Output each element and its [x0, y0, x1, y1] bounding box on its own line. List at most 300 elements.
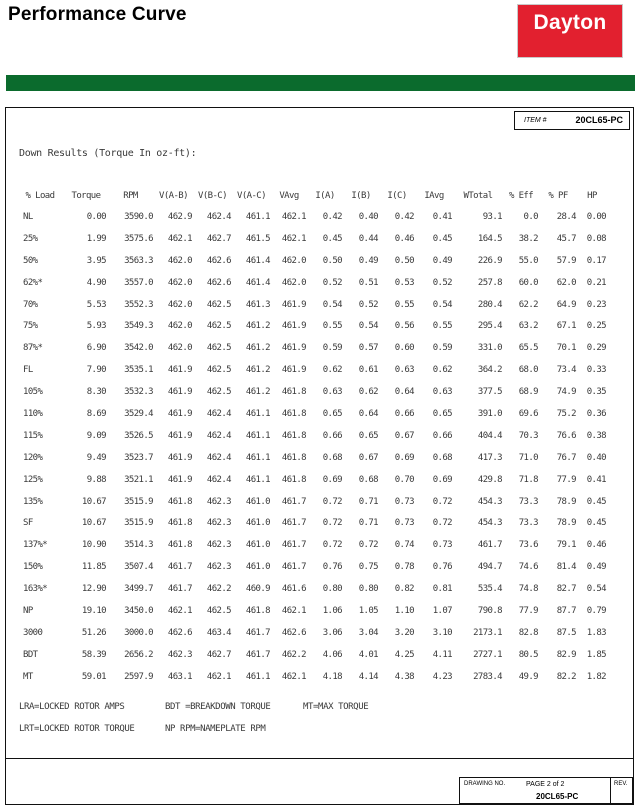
table-cell: 2783.4	[473, 671, 502, 682]
table-cell: 462.3	[206, 540, 231, 551]
load-cell: 105%	[23, 387, 43, 398]
table-cell: 461.9	[167, 474, 192, 485]
table-cell: 0.53	[394, 277, 414, 288]
table-cell: 0.60	[394, 343, 414, 354]
table-cell: 462.6	[206, 255, 231, 266]
table-cell: 429.8	[477, 474, 502, 485]
table-cell: 461.1	[245, 452, 270, 463]
table-cell: 404.4	[477, 430, 502, 441]
table-cell: 4.06	[322, 649, 342, 660]
table-cell: 3526.5	[124, 430, 153, 441]
table-cell: 0.54	[358, 321, 378, 332]
table-cell: 461.0	[245, 518, 270, 529]
table-cell: 461.9	[167, 408, 192, 419]
table-cell: 3.95	[86, 255, 106, 266]
item-value: 20CL65-PC	[575, 115, 623, 125]
table-cell: 461.9	[167, 430, 192, 441]
footer-divider	[6, 758, 633, 759]
table-cell: 9.49	[86, 452, 106, 463]
table-cell: 28.4	[556, 211, 576, 222]
table-cell: 0.54	[586, 584, 606, 595]
table-cell: 1.06	[322, 605, 342, 616]
table-row	[15, 381, 607, 403]
table-cell: 462.2	[206, 584, 231, 595]
table-cell: 0.72	[322, 496, 342, 507]
table-cell: 0.21	[586, 277, 606, 288]
load-cell: NP	[23, 605, 33, 616]
table-cell: 78.9	[556, 518, 576, 529]
table-cell: 0.29	[586, 343, 606, 354]
table-cell: 462.6	[167, 627, 192, 638]
table-cell: 295.4	[477, 321, 502, 332]
table-cell: 462.5	[206, 343, 231, 354]
table-cell: 462.0	[281, 277, 306, 288]
table-cell: 5.93	[86, 321, 106, 332]
load-cell: 62%*	[23, 277, 43, 288]
table-cell: 10.67	[81, 518, 106, 529]
table-cell: 461.8	[281, 408, 306, 419]
table-cell: 4.38	[394, 671, 414, 682]
table-cell: 0.54	[322, 299, 342, 310]
table-cell: 462.0	[167, 255, 192, 266]
table-cell: 10.67	[81, 496, 106, 507]
table-cell: 461.8	[167, 540, 192, 551]
table-cell: 0.72	[322, 518, 342, 529]
load-cell: 120%	[23, 452, 43, 463]
table-cell: 57.9	[556, 255, 576, 266]
table-cell: 81.4	[556, 562, 576, 573]
table-cell: 2173.1	[473, 627, 502, 638]
table-cell: 80.5	[518, 649, 538, 660]
table-cell: 69.6	[518, 408, 538, 419]
table-cell: 74.6	[518, 562, 538, 573]
table-cell: 461.0	[245, 496, 270, 507]
table-cell: 74.8	[518, 584, 538, 595]
table-cell: 71.8	[518, 474, 538, 485]
table-cell: 55.0	[518, 255, 538, 266]
table-cell: 0.63	[394, 365, 414, 376]
table-cell: 0.66	[322, 430, 342, 441]
table-cell: 0.78	[394, 562, 414, 573]
table-cell: 3552.3	[124, 299, 153, 310]
table-cell: 0.38	[586, 430, 606, 441]
table-cell: 70.1	[556, 343, 576, 354]
table-cell: 10.90	[81, 540, 106, 551]
table-cell: 226.9	[477, 255, 502, 266]
legend	[15, 698, 575, 738]
legend-lra: LRA=LOCKED ROTOR AMPS	[19, 702, 125, 712]
load-cell: BDT	[23, 649, 38, 660]
table-cell: 12.90	[81, 584, 106, 595]
table-cell: 3515.9	[124, 496, 153, 507]
table-cell: 0.74	[394, 540, 414, 551]
table-cell: 461.0	[245, 562, 270, 573]
table-cell: 2656.2	[124, 649, 153, 660]
table-cell: 3.20	[394, 627, 414, 638]
table-cell: 461.2	[245, 365, 270, 376]
table-cell: 460.9	[245, 584, 270, 595]
table-cell: 0.72	[322, 540, 342, 551]
table-cell: 0.62	[322, 365, 342, 376]
table-cell: 462.4	[206, 408, 231, 419]
table-cell: 462.3	[206, 496, 231, 507]
table-cell: 462.6	[281, 627, 306, 638]
table-cell: 461.8	[245, 605, 270, 616]
table-cell: 462.1	[167, 605, 192, 616]
legend-lrt: LRT=LOCKED ROTOR TORQUE	[19, 724, 135, 734]
table-row	[15, 294, 607, 316]
table-cell: 462.4	[206, 430, 231, 441]
table-cell: 38.2	[518, 233, 538, 244]
table-cell: 461.7	[281, 540, 306, 551]
table-cell: 461.8	[281, 387, 306, 398]
table-cell: 0.46	[586, 540, 606, 551]
table-cell: 76.7	[556, 452, 576, 463]
table-cell: 461.8	[167, 496, 192, 507]
load-cell: 110%	[23, 408, 43, 419]
table-cell: 0.42	[322, 211, 342, 222]
table-cell: 9.09	[86, 430, 106, 441]
table-cell: 461.2	[245, 321, 270, 332]
table-cell: 0.82	[394, 584, 414, 595]
table-cell: 377.5	[477, 387, 502, 398]
table-cell: 0.54	[432, 299, 452, 310]
table-cell: 461.9	[167, 452, 192, 463]
table-cell: 462.3	[167, 649, 192, 660]
table-cell: 1.10	[394, 605, 414, 616]
table-cell: 462.1	[206, 671, 231, 682]
table-cell: 0.72	[432, 496, 452, 507]
table-cell: 0.49	[586, 562, 606, 573]
table-cell: 6.90	[86, 343, 106, 354]
table-cell: 0.63	[322, 387, 342, 398]
table-cell: 461.9	[281, 299, 306, 310]
table-cell: 0.72	[358, 540, 378, 551]
table-cell: 461.7	[245, 649, 270, 660]
column-header: % PF	[548, 191, 568, 201]
table-row	[15, 250, 607, 272]
table-row	[15, 403, 607, 425]
table-cell: 461.7	[167, 584, 192, 595]
table-cell: 0.71	[358, 518, 378, 529]
table-cell: 462.4	[206, 452, 231, 463]
table-cell: 0.69	[432, 474, 452, 485]
table-cell: 3507.4	[124, 562, 153, 573]
table-cell: 0.55	[322, 321, 342, 332]
table-cell: 3.06	[322, 627, 342, 638]
table-cell: 3514.3	[124, 540, 153, 551]
table-cell: 60.0	[518, 277, 538, 288]
table-cell: 0.63	[432, 387, 452, 398]
table-cell: 73.3	[518, 518, 538, 529]
table-cell: 461.4	[245, 277, 270, 288]
table-cell: 0.49	[358, 255, 378, 266]
load-cell: 25%	[23, 233, 38, 244]
table-cell: 0.73	[432, 540, 452, 551]
table-cell: 461.1	[245, 474, 270, 485]
table-cell: 65.5	[518, 343, 538, 354]
table-cell: 462.1	[281, 233, 306, 244]
table-cell: 461.1	[245, 408, 270, 419]
table-cell: 462.6	[206, 277, 231, 288]
table-cell: 77.9	[556, 474, 576, 485]
table-cell: 0.71	[358, 496, 378, 507]
table-cell: 75.2	[556, 408, 576, 419]
table-row	[15, 578, 607, 600]
table-cell: 62.2	[518, 299, 538, 310]
drawing-number-box	[459, 777, 611, 804]
table-cell: 463.1	[167, 671, 192, 682]
column-header: % Eff	[508, 191, 534, 201]
table-cell: 4.23	[432, 671, 452, 682]
table-cell: 391.0	[477, 408, 502, 419]
column-header: V(A-B)	[159, 191, 188, 201]
table-cell: 4.18	[322, 671, 342, 682]
table-row	[15, 272, 607, 294]
table-cell: 3521.1	[124, 474, 153, 485]
table-cell: 462.0	[167, 277, 192, 288]
dayton-logo	[517, 4, 623, 58]
load-cell: FL	[23, 365, 33, 376]
performance-table	[15, 186, 607, 688]
table-cell: 3000.0	[124, 627, 153, 638]
table-cell: 461.7	[245, 627, 270, 638]
table-cell: 4.14	[358, 671, 378, 682]
table-cell: 3542.0	[124, 343, 153, 354]
table-cell: 0.23	[586, 299, 606, 310]
table-cell: 76.6	[556, 430, 576, 441]
table-cell: 0.00	[86, 211, 106, 222]
column-header: IAvg	[424, 191, 444, 201]
table-row	[15, 644, 607, 666]
table-cell: 0.64	[394, 387, 414, 398]
table-cell: 0.40	[586, 452, 606, 463]
table-cell: 49.9	[518, 671, 538, 682]
table-cell: 11.85	[81, 562, 106, 573]
table-cell: 1.85	[586, 649, 606, 660]
table-cell: 3529.4	[124, 408, 153, 419]
table-cell: 494.7	[477, 562, 502, 573]
table-cell: 417.3	[477, 452, 502, 463]
table-cell: 462.7	[206, 649, 231, 660]
table-cell: 461.8	[281, 430, 306, 441]
table-cell: 4.11	[432, 649, 452, 660]
table-cell: 0.68	[358, 474, 378, 485]
table-cell: 462.2	[281, 649, 306, 660]
table-cell: 1.83	[586, 627, 606, 638]
table-cell: 461.8	[281, 474, 306, 485]
table-cell: 0.68	[432, 452, 452, 463]
table-row	[15, 337, 607, 359]
column-header: % Load	[25, 191, 55, 201]
column-header: RPM	[123, 191, 138, 201]
table-cell: 3590.0	[124, 211, 153, 222]
table-cell: 3450.0	[124, 605, 153, 616]
table-cell: 2727.1	[473, 649, 502, 660]
table-cell: 79.1	[556, 540, 576, 551]
table-cell: 0.40	[358, 211, 378, 222]
column-header: VAvg	[279, 191, 299, 201]
table-cell: 51.26	[81, 627, 106, 638]
table-cell: 7.90	[86, 365, 106, 376]
table-cell: 461.0	[245, 540, 270, 551]
table-cell: 73.6	[518, 540, 538, 551]
table-cell: 461.8	[281, 452, 306, 463]
table-cell: 461.9	[281, 365, 306, 376]
table-cell: 461.1	[245, 211, 270, 222]
table-cell: 0.44	[358, 233, 378, 244]
table-cell: 0.17	[586, 255, 606, 266]
table-cell: 45.7	[556, 233, 576, 244]
column-header: V(A-C)	[237, 191, 266, 201]
column-header: HP	[587, 191, 597, 201]
results-heading: Down Results (Torque In oz-ft):	[19, 148, 197, 159]
table-cell: 0.36	[586, 408, 606, 419]
load-cell: NL	[23, 211, 33, 222]
table-cell: 77.9	[518, 605, 538, 616]
table-cell: 0.68	[322, 452, 342, 463]
table-cell: 462.0	[167, 321, 192, 332]
table-cell: 0.59	[432, 343, 452, 354]
table-cell: 0.08	[586, 233, 606, 244]
table-cell: 70.3	[518, 430, 538, 441]
table-cell: 0.65	[432, 408, 452, 419]
table-row	[15, 600, 607, 622]
table-cell: 0.69	[322, 474, 342, 485]
table-cell: 462.0	[281, 255, 306, 266]
column-header: I(C)	[387, 191, 407, 201]
table-cell: 0.52	[322, 277, 342, 288]
load-cell: 137%*	[23, 540, 48, 551]
table-row	[15, 315, 607, 337]
table-cell: 87.7	[556, 605, 576, 616]
table-cell: 0.73	[394, 518, 414, 529]
table-cell: 0.45	[432, 233, 452, 244]
column-header: I(A)	[315, 191, 335, 201]
table-cell: 0.45	[586, 518, 606, 529]
header-divider-bar	[6, 75, 635, 91]
legend-mt: MT=MAX TORQUE	[303, 702, 369, 712]
table-cell: 3575.6	[124, 233, 153, 244]
table-cell: 0.45	[322, 233, 342, 244]
table-cell: 790.8	[477, 605, 502, 616]
table-cell: 82.9	[556, 649, 576, 660]
table-cell: 0.46	[394, 233, 414, 244]
table-cell: 462.1	[281, 605, 306, 616]
table-cell: 462.4	[206, 474, 231, 485]
load-cell: 135%	[23, 496, 43, 507]
table-cell: 0.67	[394, 430, 414, 441]
table-cell: 0.25	[586, 321, 606, 332]
table-row	[15, 447, 607, 469]
table-header-row	[15, 186, 607, 206]
table-cell: 0.65	[322, 408, 342, 419]
table-cell: 0.80	[358, 584, 378, 595]
table-cell: 461.6	[281, 584, 306, 595]
table-cell: 59.01	[81, 671, 106, 682]
legend-np: NP RPM=NAMEPLATE RPM	[165, 724, 266, 734]
table-cell: 0.81	[432, 584, 452, 595]
load-cell: 125%	[23, 474, 43, 485]
table-cell: 462.1	[281, 211, 306, 222]
table-cell: 0.41	[432, 211, 452, 222]
load-cell: MT	[23, 671, 33, 682]
table-cell: 0.67	[358, 452, 378, 463]
table-cell: 0.35	[586, 387, 606, 398]
table-cell: 454.3	[477, 518, 502, 529]
table-cell: 0.76	[322, 562, 342, 573]
table-cell: 0.55	[432, 321, 452, 332]
item-number-box	[514, 111, 630, 130]
table-cell: 280.4	[477, 299, 502, 310]
table-cell: 0.64	[358, 408, 378, 419]
table-cell: 462.9	[167, 211, 192, 222]
table-cell: 64.9	[556, 299, 576, 310]
table-cell: 3549.3	[124, 321, 153, 332]
table-cell: 461.9	[281, 343, 306, 354]
load-cell: SF	[23, 518, 33, 529]
table-cell: 58.39	[81, 649, 106, 660]
table-row	[15, 534, 607, 556]
table-cell: 3523.7	[124, 452, 153, 463]
table-cell: 93.1	[482, 211, 502, 222]
table-cell: 71.0	[518, 452, 538, 463]
table-cell: 462.1	[167, 233, 192, 244]
table-cell: 463.4	[206, 627, 231, 638]
table-cell: 3563.3	[124, 255, 153, 266]
table-cell: 4.01	[358, 649, 378, 660]
table-cell: 462.5	[206, 605, 231, 616]
table-row	[15, 556, 607, 578]
table-cell: 0.62	[432, 365, 452, 376]
column-header: Torque	[71, 191, 101, 201]
table-cell: 4.90	[86, 277, 106, 288]
table-cell: 63.2	[518, 321, 538, 332]
table-cell: 0.66	[394, 408, 414, 419]
table-cell: 0.61	[358, 365, 378, 376]
table-cell: 2597.9	[124, 671, 153, 682]
load-cell: 87%*	[23, 343, 43, 354]
revision-box	[611, 777, 633, 804]
table-cell: 0.52	[358, 299, 378, 310]
table-row	[15, 425, 607, 447]
table-cell: 3499.7	[124, 584, 153, 595]
table-cell: 462.5	[206, 299, 231, 310]
table-cell: 0.65	[358, 430, 378, 441]
table-cell: 1.99	[86, 233, 106, 244]
item-label: ITEM #	[524, 117, 547, 124]
table-cell: 8.30	[86, 387, 106, 398]
table-cell: 462.4	[206, 211, 231, 222]
table-cell: 461.8	[167, 518, 192, 529]
table-cell: 0.50	[394, 255, 414, 266]
table-cell: 3532.3	[124, 387, 153, 398]
table-cell: 461.3	[245, 299, 270, 310]
load-cell: 150%	[23, 562, 43, 573]
table-cell: 0.59	[322, 343, 342, 354]
table-cell: 461.5	[245, 233, 270, 244]
table-cell: 0.57	[358, 343, 378, 354]
table-row	[15, 491, 607, 513]
table-cell: 461.9	[167, 365, 192, 376]
table-cell: 82.2	[556, 671, 576, 682]
table-cell: 461.7	[281, 562, 306, 573]
table-cell: 462.5	[206, 365, 231, 376]
table-cell: 8.69	[86, 408, 106, 419]
table-cell: 535.4	[477, 584, 502, 595]
table-cell: 0.00	[586, 211, 606, 222]
table-cell: 0.69	[394, 452, 414, 463]
